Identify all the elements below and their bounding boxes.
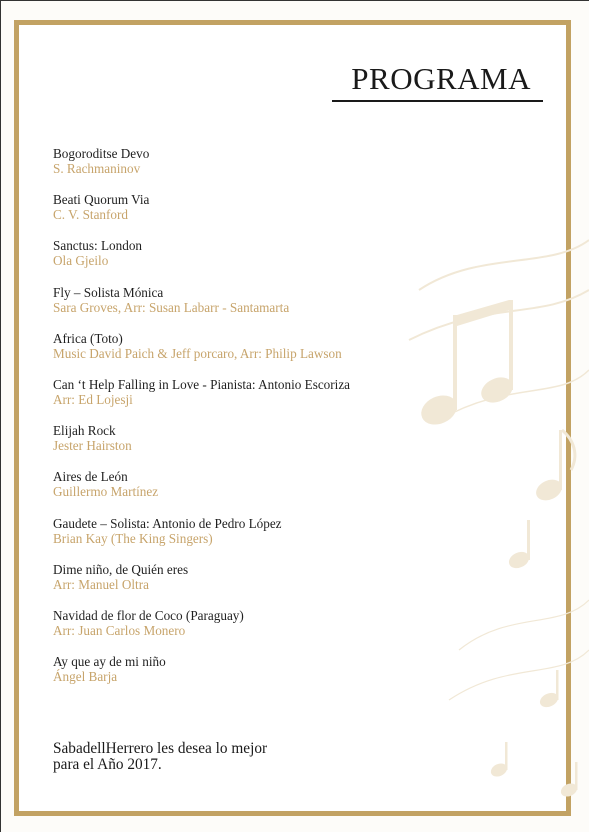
list-item: [53, 469, 433, 515]
composer-name: C. V. Stanford: [53, 207, 128, 223]
list-item: [53, 331, 433, 377]
piece-title: Can ‘t Help Falling in Love - Pianista: Antonio Escoriza: [53, 376, 351, 392]
list-item: [53, 516, 433, 562]
composer-name: Arr: Manuel Oltra: [53, 576, 149, 592]
closing-message: [53, 741, 353, 773]
page-title: PROGRAMA: [351, 61, 531, 96]
piece-title: Africa (Toto): [53, 330, 123, 346]
list-item: [53, 146, 433, 192]
piece-title: Ay que ay de mi niño: [53, 654, 166, 670]
list-item: [53, 608, 433, 654]
composer-name: Jester Hairston: [53, 438, 132, 454]
composer-name: Sara Groves, Arr: Susan Labarr - Santamarta: [53, 299, 290, 315]
piece-title: Bogoroditse Devo: [53, 146, 150, 161]
composer-name: Music David Paich & Jeff porcaro, Arr: Philip Lawson: [53, 345, 342, 361]
composer-name: Ola Gjeilo: [53, 253, 109, 269]
list-item: [53, 192, 433, 238]
composer-name: S. Rachmaninov: [53, 161, 141, 176]
piece-title: Elijah Rock: [53, 423, 116, 439]
piece-title: Aires de León: [53, 469, 128, 485]
list-item: [53, 562, 433, 608]
list-item: [53, 285, 433, 331]
title-underline: [332, 100, 543, 102]
closing-line-2: para el Año 2017.: [53, 756, 162, 773]
piece-title: Dime niño, de Quién eres: [53, 561, 189, 577]
page-edge-left: [0, 0, 1, 832]
page-edge-top: [0, 0, 589, 1]
page-title-block: [332, 62, 543, 102]
piece-title: Navidad de flor de Coco (Paraguay): [53, 607, 244, 623]
closing-line-1: SabadellHerrero les desea lo mejor: [53, 740, 268, 757]
piece-title: Sanctus: London: [53, 238, 143, 254]
piece-title: Beati Quorum Via: [53, 192, 150, 208]
composer-name: Ángel Barja: [53, 669, 118, 685]
piece-title: Fly – Solista Mónica: [53, 284, 164, 300]
list-item: [53, 377, 433, 423]
composer-name: Brian Kay (The King Singers): [53, 530, 213, 546]
composer-name: Guillermo Martínez: [53, 484, 159, 500]
piece-title: Gaudete – Solista: Antonio de Pedro López: [53, 515, 282, 531]
program-list: [53, 146, 433, 700]
composer-name: Arr: Juan Carlos Monero: [53, 622, 186, 638]
list-item: [53, 654, 433, 700]
composer-name: Arr: Ed Lojesji: [53, 391, 133, 407]
list-item: [53, 423, 433, 469]
list-item: [53, 238, 433, 284]
